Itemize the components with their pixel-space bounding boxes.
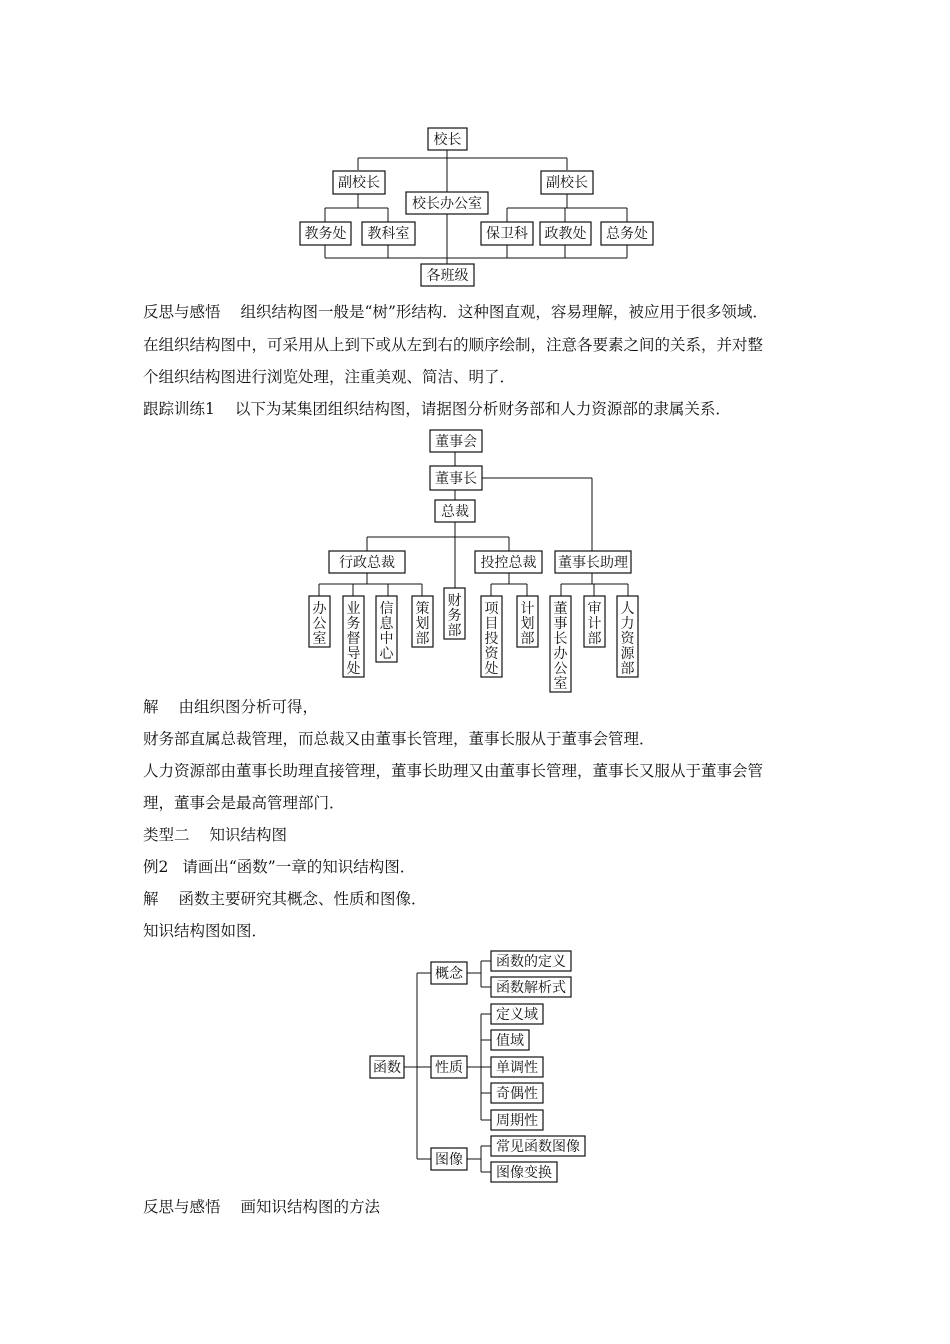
node-project-invest-char: 项: [484, 601, 499, 617]
node-property-item-label: 定义域: [496, 1007, 538, 1023]
node-classes-label: 各班级: [426, 268, 469, 284]
type2-title: 知识结构图: [209, 826, 288, 844]
node-chairman-office-char: 事: [553, 616, 568, 632]
node-project-invest-char: 投: [484, 631, 499, 647]
node-graph-label: 图像: [435, 1152, 463, 1168]
node-property-item-label: 值域: [496, 1033, 524, 1049]
node-supervision-char: 务: [346, 616, 361, 632]
node-planning-char: 部: [415, 631, 430, 647]
solution2-line-1: [143, 889, 427, 909]
reflection1-label: 反思与感悟: [143, 303, 221, 321]
node-finance-char: 财: [447, 593, 462, 609]
reflection2-label: 反思与感悟: [143, 1198, 221, 1216]
node-project-invest-char: 资: [484, 646, 499, 662]
node-politics-label: 政教处: [544, 226, 587, 242]
solution1-text-1: 由组织图分析可得，: [178, 698, 319, 716]
node-hr-char: 部: [620, 661, 635, 677]
node-office-char: 室: [312, 631, 327, 647]
node-property-label: 性质: [435, 1060, 463, 1076]
node-supervision-char: 处: [346, 661, 361, 677]
node-audit-char: 计: [587, 616, 602, 632]
node-audit-char: 部: [587, 631, 602, 647]
node-hr-char: 力: [620, 616, 635, 632]
solution2-line-2: 知识结构图如图．: [143, 922, 268, 940]
exercise1-text: 以下为某集团组织结构图，请据图分析财务部和人力资源部的隶属关系．: [234, 400, 731, 418]
node-general-affairs-label: 总务处: [606, 226, 648, 242]
reflection2-text: 画知识结构图的方法: [240, 1198, 381, 1216]
reflection1-text-1: 组织结构图一般是“树”形结构．这种图直观，容易理解，被应用于很多领域．: [240, 303, 768, 321]
node-president-label: 总裁: [441, 504, 469, 520]
node-supervision-char: 督: [346, 631, 361, 647]
node-principal-label: 校长: [433, 132, 462, 148]
type2-label: 类型二: [143, 826, 190, 844]
node-property-item-label: 单调性: [496, 1060, 538, 1076]
node-principal-office-label: 校长办公室: [412, 196, 482, 212]
node-vice-principal-left-label: 副校长: [338, 175, 380, 191]
reflection1-line-2: 在组织结构图中，可采用从上到下或从左到右的顺序绘制，注意各要素之间的关系，并对整: [143, 336, 764, 354]
node-chairman-office-char: 公: [553, 661, 568, 677]
solution1-line-4: 理，董事会是最高管理部门．: [143, 794, 345, 812]
node-chairman-office-char: 办: [553, 646, 568, 662]
node-info-center-char: 心: [379, 646, 394, 662]
node-property-item-label: 周期性: [496, 1113, 538, 1129]
solution1-line-1: [143, 697, 318, 717]
node-board-label: 董事会: [435, 434, 477, 450]
node-supervision-char: 业: [346, 601, 361, 617]
node-vice-principal-right-label: 副校长: [546, 175, 588, 191]
node-office-char: 公: [312, 616, 327, 632]
reflection1-line-1: [143, 302, 768, 322]
node-supervision-char: 导: [346, 646, 361, 662]
node-security-label: 保卫科: [486, 226, 528, 242]
type2-heading: [143, 825, 287, 845]
node-graph-item-label: 图像变换: [496, 1165, 552, 1181]
node-info-center-char: 息: [379, 616, 394, 632]
node-project-invest-char: 目: [484, 616, 499, 632]
example2-label: 例2: [143, 858, 169, 876]
exercise1-line: [143, 399, 731, 419]
node-planning-char: 策: [415, 601, 430, 617]
solution1-label: 解: [143, 698, 159, 716]
node-chairman-office-char: 室: [553, 676, 568, 692]
solution2-label: 解: [143, 890, 159, 908]
node-chairman-office-char: 长: [553, 631, 568, 647]
example2-text: 请画出“函数”一章的知识结构图．: [182, 858, 416, 876]
node-plan-dept-char: 划: [520, 616, 535, 632]
exercise1-label: 跟踪训练1: [143, 400, 215, 418]
solution1-line-3: 人力资源部由董事长助理直接管理，董事长助理又由董事长管理，董事长又服从于董事会管: [143, 762, 764, 780]
node-plan-dept-char: 计: [520, 601, 535, 617]
node-audit-char: 审: [587, 601, 602, 617]
node-planning-char: 划: [415, 616, 430, 632]
knowledge-structure-chart: [370, 951, 585, 1182]
node-chairman-label: 董事长: [435, 471, 477, 487]
node-hr-char: 人: [620, 601, 635, 617]
reflection1-line-3: 个组织结构图进行浏览处理，注重美观、简洁、明了．: [143, 368, 516, 386]
node-project-invest-char: 处: [484, 661, 499, 677]
node-chairman-office-char: 董: [553, 601, 568, 617]
node-finance-char: 务: [447, 608, 462, 624]
node-function-root-label: 函数: [373, 1060, 401, 1076]
node-concept-item-label: 函数解析式: [496, 980, 566, 996]
node-property-item-label: 奇偶性: [496, 1086, 538, 1102]
node-office-char: 办: [312, 601, 327, 617]
node-concept-label: 概念: [435, 966, 463, 982]
example2-line: [143, 857, 415, 877]
solution1-line-2: 财务部直属总裁管理，而总裁又由董事长管理，董事长服从于董事会管理．: [143, 730, 655, 748]
node-hr-char: 资: [620, 631, 635, 647]
node-invest-vp-label: 投控总裁: [480, 555, 537, 571]
node-chairman-assistant-label: 董事长助理: [558, 555, 628, 571]
node-concept-item-label: 函数的定义: [496, 954, 566, 970]
group-org-chart: [309, 430, 638, 692]
node-graph-item-label: 常见函数图像: [496, 1139, 580, 1155]
node-finance-char: 部: [447, 623, 462, 639]
reflection2-line: [143, 1197, 380, 1217]
solution2-text: 函数主要研究其概念、性质和图像．: [178, 890, 427, 908]
node-hr-char: 源: [620, 646, 635, 662]
school-org-chart: [300, 128, 653, 286]
node-info-center-char: 中: [379, 631, 394, 647]
node-admin-vp-label: 行政总裁: [339, 555, 395, 571]
node-teaching-affairs-label: 教务处: [304, 226, 347, 242]
node-research-office-label: 教科室: [367, 226, 410, 242]
node-plan-dept-char: 部: [520, 631, 535, 647]
node-info-center-char: 信: [379, 601, 394, 617]
